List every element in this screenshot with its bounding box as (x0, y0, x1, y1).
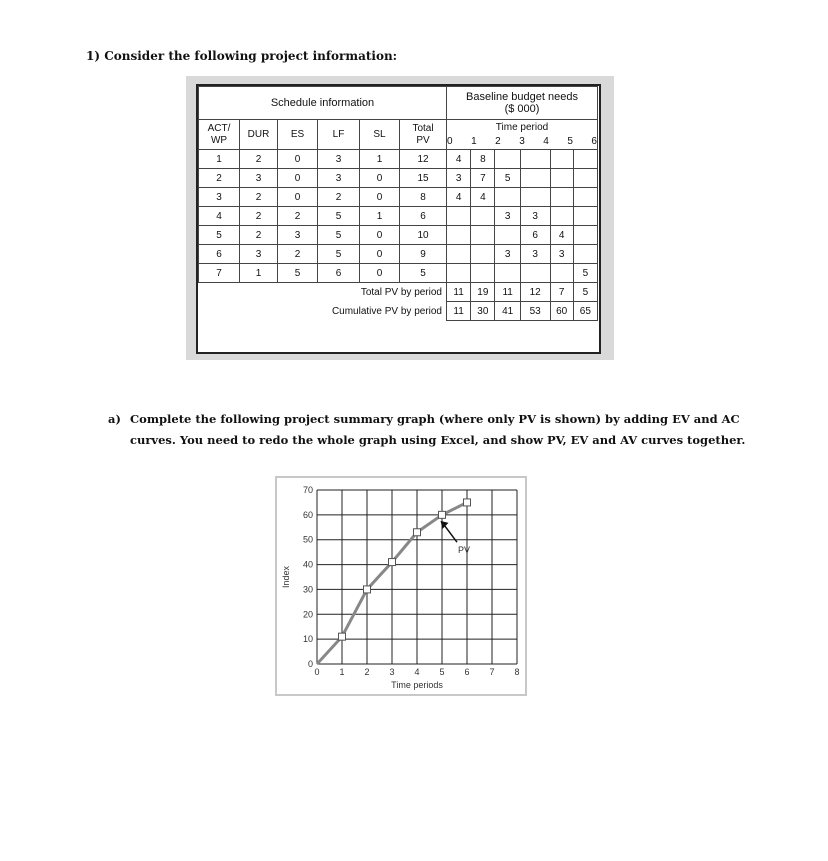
budget-header-line2: ($ 000) (504, 103, 540, 115)
total-pv-cell: 15 (400, 169, 447, 188)
act-cell: 7 (199, 264, 240, 283)
activity-row (199, 169, 598, 188)
period-budget-cell: 3 (447, 169, 471, 188)
sl-cell: 0 (360, 188, 400, 207)
activity-row (199, 264, 598, 283)
total-pv-cell: 8 (400, 188, 447, 207)
x-tick-label: 7 (489, 667, 495, 677)
period-budget-cell (471, 245, 495, 264)
period-budget-cell (495, 264, 520, 283)
total-pv-cell: 11 (447, 283, 471, 302)
period-budget-cell (573, 245, 597, 264)
period-budget-cell (573, 169, 597, 188)
dur-cell: 3 (240, 245, 278, 264)
sl-cell: 0 (360, 169, 400, 188)
question-a-text (108, 409, 748, 451)
project-table (196, 84, 601, 354)
es-cell: 5 (278, 264, 318, 283)
act-cell: 4 (199, 207, 240, 226)
act-cell: 6 (199, 245, 240, 264)
time-period-header (447, 120, 598, 150)
es-cell: 0 (278, 150, 318, 169)
time-period-number: 6 (591, 135, 597, 147)
total-pv-cell: 11 (495, 283, 520, 302)
pv-chart-frame (275, 476, 527, 696)
question-a-line1 (108, 409, 748, 430)
period-budget-cell (471, 264, 495, 283)
pv-chart (277, 478, 525, 694)
period-budget-cell: 4 (550, 226, 573, 245)
cumulative-pv-cell: 30 (471, 302, 495, 321)
y-tick-label: 70 (302, 485, 313, 495)
total-pv-cell: 7 (550, 283, 573, 302)
sl-cell: 1 (360, 150, 400, 169)
question-a-label: a) (108, 412, 121, 426)
period-budget-cell: 3 (520, 245, 550, 264)
cumulative-pv-label: Cumulative PV by period (331, 305, 442, 317)
total-pv-cell: 5 (573, 283, 597, 302)
period-budget-cell: 8 (471, 150, 495, 169)
total-pv-cell: 6 (400, 207, 447, 226)
dur-cell: 2 (240, 188, 278, 207)
act-cell: 5 (199, 226, 240, 245)
period-budget-cell: 7 (471, 169, 495, 188)
period-budget-cell (550, 207, 573, 226)
total-pv-cell: 9 (400, 245, 447, 264)
period-budget-cell: 4 (447, 150, 471, 169)
period-budget-cell (573, 188, 597, 207)
es-cell: 3 (278, 226, 318, 245)
lf-cell: 5 (318, 245, 360, 264)
col-act-header (199, 120, 240, 150)
period-budget-cell (573, 226, 597, 245)
col-total-line2: PV (416, 134, 430, 146)
total-pv-cell: 19 (471, 283, 495, 302)
schedule-budget-table (198, 86, 598, 321)
period-budget-cell (573, 207, 597, 226)
dur-cell: 2 (240, 226, 278, 245)
x-tick-label: 3 (389, 667, 395, 677)
period-budget-cell (520, 264, 550, 283)
time-period-number: 1 (471, 135, 477, 147)
period-budget-cell (495, 188, 520, 207)
col-act-line1: ACT/ (207, 122, 231, 134)
cumulative-pv-cell: 65 (573, 302, 597, 321)
y-tick-label: 10 (302, 634, 313, 645)
dur-cell: 2 (240, 207, 278, 226)
activity-row (199, 245, 598, 264)
x-axis-label: Time periods (391, 680, 443, 690)
sl-cell: 0 (360, 226, 400, 245)
cumulative-pv-cell: 60 (550, 302, 573, 321)
activity-row (199, 150, 598, 169)
question-1-text: 1) Consider the following project information: (86, 49, 398, 63)
x-tick-label: 6 (464, 667, 470, 677)
time-period-number: 2 (495, 135, 501, 147)
lf-cell: 5 (318, 226, 360, 245)
col-lf-header: LF (318, 120, 360, 150)
period-budget-cell (447, 207, 471, 226)
pv-data-point (389, 559, 396, 566)
period-budget-cell (573, 150, 597, 169)
dur-cell: 2 (240, 150, 278, 169)
lf-cell: 6 (318, 264, 360, 283)
lf-cell: 5 (318, 207, 360, 226)
cumulative-pv-cell: 11 (447, 302, 471, 321)
cumulative-pv-cell: 41 (495, 302, 520, 321)
period-budget-cell: 4 (471, 188, 495, 207)
period-budget-cell: 3 (495, 207, 520, 226)
period-budget-cell (495, 226, 520, 245)
sl-cell: 1 (360, 207, 400, 226)
activity-row (199, 226, 598, 245)
sl-cell: 0 (360, 264, 400, 283)
x-tick-label: 5 (439, 667, 445, 677)
period-budget-cell: 3 (495, 245, 520, 264)
activity-row (199, 207, 598, 226)
x-tick-label: 1 (339, 667, 345, 677)
lf-cell: 2 (318, 188, 360, 207)
period-budget-cell (550, 188, 573, 207)
total-pv-cell: 12 (520, 283, 550, 302)
lf-cell: 3 (318, 150, 360, 169)
activity-row (199, 188, 598, 207)
total-pv-cell: 10 (400, 226, 447, 245)
period-budget-cell (495, 150, 520, 169)
time-period-number: 5 (567, 135, 573, 147)
es-cell: 0 (278, 188, 318, 207)
y-axis-label: Index (281, 565, 291, 589)
period-budget-cell: 3 (520, 207, 550, 226)
period-budget-cell (550, 264, 573, 283)
act-cell: 3 (199, 188, 240, 207)
total-pv-cell: 12 (400, 150, 447, 169)
lf-cell: 3 (318, 169, 360, 188)
budget-header-line1: Baseline budget needs (466, 91, 578, 103)
time-period-numbers (447, 136, 597, 148)
question-a-line1-text: Complete the following project summary graph (where only PV is shown) by adding EV and AC (130, 412, 740, 426)
col-es-header: ES (278, 120, 318, 150)
x-tick-label: 8 (514, 667, 520, 677)
x-tick-label: 2 (364, 667, 370, 677)
x-tick-label: 0 (314, 667, 320, 677)
pv-annotation-label: PV (457, 545, 471, 556)
y-tick-label: 50 (302, 534, 313, 545)
period-budget-cell: 5 (495, 169, 520, 188)
sl-cell: 0 (360, 245, 400, 264)
pv-data-point (439, 511, 446, 518)
period-budget-cell (520, 188, 550, 207)
pv-data-point (339, 633, 346, 640)
total-pv-cell: 5 (400, 264, 447, 283)
period-budget-cell (447, 245, 471, 264)
y-tick-label: 40 (302, 559, 313, 570)
col-act-line2: WP (210, 134, 228, 146)
act-cell: 2 (199, 169, 240, 188)
dur-cell: 1 (240, 264, 278, 283)
pv-data-point (364, 586, 371, 593)
col-total-pv-header (400, 120, 447, 150)
total-pv-label: Total PV by period (360, 286, 442, 298)
col-dur-header: DUR (240, 120, 278, 150)
col-sl-header: SL (360, 120, 400, 150)
col-total-line1: Total (412, 122, 434, 134)
y-tick-label: 0 (307, 659, 313, 669)
es-cell: 2 (278, 245, 318, 264)
time-period-number: 3 (519, 135, 525, 147)
period-budget-cell: 4 (447, 188, 471, 207)
y-tick-label: 60 (302, 509, 313, 520)
y-tick-label: 30 (302, 584, 313, 595)
time-period-number: 4 (543, 135, 549, 147)
period-budget-cell: 6 (520, 226, 550, 245)
period-budget-cell (447, 264, 471, 283)
baseline-budget-header (447, 87, 598, 120)
pv-data-point (464, 499, 471, 506)
pv-data-point (414, 529, 421, 536)
dur-cell: 3 (240, 169, 278, 188)
project-table-frame (186, 76, 614, 360)
period-budget-cell: 5 (573, 264, 597, 283)
period-budget-cell (447, 226, 471, 245)
time-period-number: 0 (447, 135, 453, 147)
period-budget-cell (471, 226, 495, 245)
period-budget-cell (471, 207, 495, 226)
period-budget-cell (550, 169, 573, 188)
period-budget-cell: 3 (550, 245, 573, 264)
cumulative-pv-cell: 53 (520, 302, 550, 321)
period-budget-cell (520, 169, 550, 188)
period-budget-cell (520, 150, 550, 169)
es-cell: 2 (278, 207, 318, 226)
x-tick-label: 4 (414, 667, 420, 677)
schedule-info-header: Schedule information (199, 87, 447, 120)
es-cell: 0 (278, 169, 318, 188)
time-period-label: Time period (495, 121, 549, 133)
period-budget-cell (550, 150, 573, 169)
y-tick-label: 20 (302, 609, 313, 620)
act-cell: 1 (199, 150, 240, 169)
question-a-line2: curves. You need to redo the whole graph using Excel, and show PV, EV and AV curves together. (130, 433, 746, 447)
